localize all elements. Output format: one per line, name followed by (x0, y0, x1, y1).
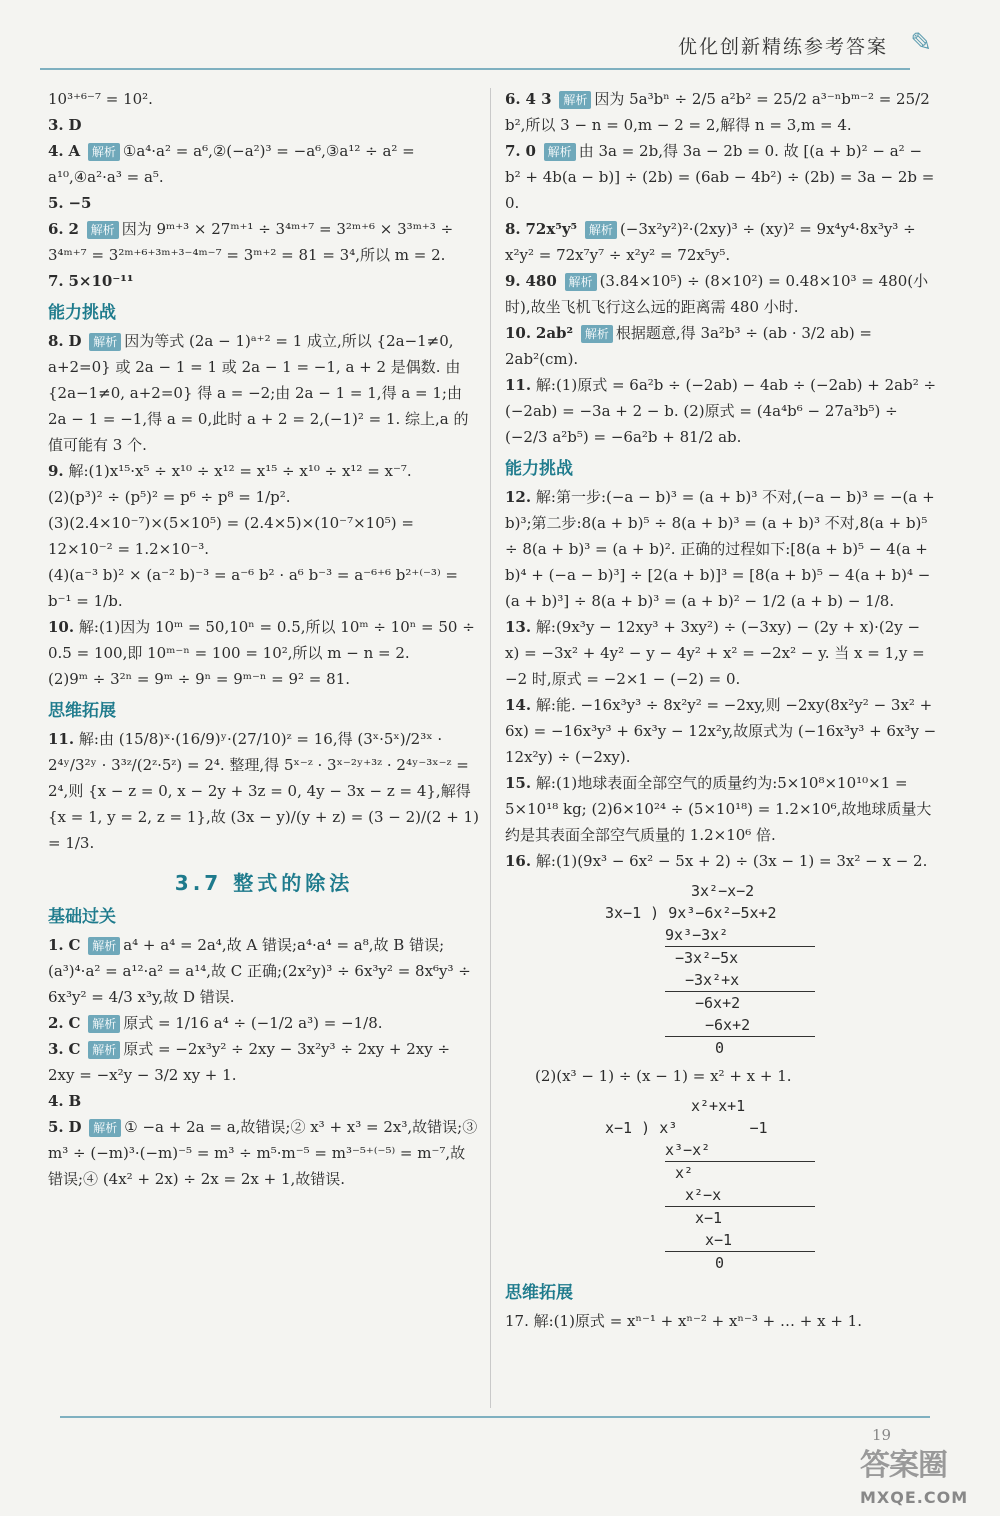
item-text: 解:(1)x¹⁵·x⁵ ÷ x¹⁰ ÷ x¹² = x¹⁵ ÷ x¹⁰ ÷ x¹² = x⁻⁷. (68, 462, 412, 480)
section-thinking-extension: 思维拓展 (48, 701, 116, 721)
answer-item (48, 138, 480, 190)
left-items-bottom (48, 932, 480, 1192)
item-text: 10³⁺⁶⁻⁷ = 10². (48, 90, 153, 108)
analysis-tag: 解析 (565, 273, 597, 291)
answer-item (48, 1036, 480, 1088)
answer-item (48, 614, 480, 666)
left-column (48, 86, 480, 1192)
item-answer: C (68, 936, 81, 954)
footer-rule (60, 1416, 930, 1418)
item-text: 因为等式 (2a − 1)ᵃ⁺² = 1 成立,所以 {2a−1≠0, a+2=0} 或 2a − 1 = 1 或 2a − 1 = −1, a + 2 是偶数. 由 {2a−1≠0, a+2=0} 得 a = −2;由 2a − 1 = 1,得 a = 1;由 2a − 1 = −1,得 a = 0,此时 a + 2 = 2,(−1)² = 1. 综上,a 的值可能有 3 个. (48, 332, 469, 454)
division-step: −6x+2 (705, 1016, 751, 1034)
analysis-tag: 解析 (89, 1119, 121, 1137)
item-text: 解:第一步:(−a − b)³ = (a + b)³ 不对,(−a − b)³ = −(a + b)³;第二步:8(a + b)⁵ ÷ 8(a + b)³ = (a + b)³ 不对,8(a + b)⁵ ÷ 8(a + b)³ = (a + b)². 正确的过程如下:[8(a + b)⁵ − 4(a + b)⁴ + (−a − b)³] ÷ [2(a + b)]³ = [8(a + b)⁵ − 4(a + b)⁴ − (a + b)³] ÷ 8(a + b)³ = (a + b)² − 1/2 (a + b) − 1/8. (505, 488, 935, 610)
answer-item (505, 320, 937, 372)
item-number: 9. (505, 272, 521, 290)
division-divisor: x−1 (605, 1119, 633, 1137)
analysis-tag: 解析 (544, 143, 576, 161)
answer-item (48, 86, 480, 112)
item-text: 解:(1)(9x³ − 6x² − 5x + 2) ÷ (3x − 1) = 3x² − x − 2. (535, 852, 928, 870)
item-answer: 4 3 (525, 90, 552, 108)
item-number: 13. (505, 618, 532, 636)
item-answer: A (68, 142, 81, 160)
section-ability-challenge: 能力挑战 (48, 303, 116, 323)
analysis-tag: 解析 (88, 1041, 120, 1059)
item-number: 8. (48, 332, 64, 350)
item-text: ① −a + 2a = a,故错误;② x³ + x³ = 2x³,故错误;③ m³ ÷ (−m)³·(−m)⁻⁵ = m³ ÷ m⁵·m⁻⁵ = m³⁻⁵⁺⁽⁻⁵⁾ = m⁻⁷,故错误;④ (4x² + 2x) ÷ 2x = 2x + 1,故错误. (48, 1118, 478, 1188)
division-divisor: 3x−1 (605, 904, 642, 922)
answer-item (48, 562, 480, 614)
page-header (40, 26, 932, 70)
section-thinking-extension-right: 思维拓展 (505, 1283, 573, 1303)
item-answer: D (68, 1118, 82, 1136)
item-number: 7. (48, 272, 64, 290)
answer-item (48, 458, 480, 484)
item-text: 解:(9x³y − 12xy³ + 3xy²) ÷ (−3xy) − (2y + x)·(2y − x) = −3x² + 4y² − y − 4y² + x² = −2x² − y. 当 x = 1,y = −2 时,原式 = −2×1 − (−2) = 0. (505, 618, 925, 688)
item-answer: 0 (525, 142, 536, 160)
division-quotient: 3x²−x−2 (691, 882, 755, 900)
item-number: 6. (48, 220, 64, 238)
item-text: 原式 = 1/16 a⁴ ÷ (−1/2 a³) = −1/8. (123, 1014, 383, 1032)
division-step: x³−x² (665, 1141, 711, 1159)
answer-item (505, 216, 937, 268)
section-ability-challenge-right: 能力挑战 (505, 459, 573, 479)
long-division-2 (605, 1095, 865, 1274)
item-text: 根据题意,得 3a²b³ ÷ (ab · 3/2 ab) = 2ab²(cm). (505, 324, 873, 368)
page-number: 19 (872, 1426, 892, 1444)
answer-item (505, 372, 937, 450)
division-step: x−1 (705, 1231, 733, 1249)
item-text: 解:能. −16x³y³ ÷ 8x²y² = −2xy,则 −2xy(8x²y² − 3x² + 6x) = −16x³y³ + 6x³y − 12x²y,故原式为 (−16x³y³ + 6x³y − 12x²y) ÷ (−2xy). (505, 696, 937, 766)
answer-item (48, 484, 480, 510)
division-dividend: x³ −1 (659, 1119, 768, 1137)
answer-item (48, 328, 480, 458)
right-items-top (505, 86, 937, 450)
division-step: −3x²+x (685, 971, 740, 989)
division-header: x−1 ) x³ −1 (605, 1119, 768, 1137)
answer-item (48, 666, 480, 692)
left-items-ext (48, 726, 480, 856)
analysis-tag: 解析 (581, 325, 613, 343)
analysis-tag: 解析 (559, 91, 591, 109)
item-text: 解:(1)因为 10ᵐ = 50,10ⁿ = 0.5,所以 10ᵐ ÷ 10ⁿ = 50 ÷ 0.5 = 100,即 10ᵐ⁻ⁿ = 100 = 10²,所以 m − n = 2. (48, 618, 475, 662)
answer-item (505, 692, 937, 770)
item-answer: 5×10⁻¹¹ (68, 272, 134, 290)
division-step: x² (675, 1164, 694, 1182)
item-text: 原式 = −2x³y² ÷ 2xy − 3x²y³ ÷ 2xy + 2xy ÷ 2xy = −x²y − 3/2 xy + 1. (48, 1040, 451, 1084)
item-answer: B (68, 1092, 82, 1110)
answer-item (48, 112, 480, 138)
division-dividend: 9x³−6x²−5x+2 (668, 904, 777, 922)
item-text: ①a⁴·a² = a⁶,②(−a²)³ = −a⁶,③a¹² ÷ a² = a¹⁰,④a²·a³ = a⁵. (48, 142, 415, 186)
item-text: (2)(p³)² ÷ (p⁵)² = p⁶ ÷ p⁸ = 1/p². (48, 488, 291, 506)
division-steps (605, 1139, 865, 1274)
item-number: 12. (505, 488, 532, 506)
item-number: 14. (505, 696, 532, 714)
watermark-logo (860, 1440, 980, 1507)
item-number: 16. (505, 852, 532, 870)
header-title: 优化创新精练参考答案 (677, 36, 888, 58)
answer-item (505, 268, 937, 320)
item-number: 1. (48, 936, 64, 954)
item-answer: C (68, 1014, 81, 1032)
item-text: (3.84×10⁵) ÷ (8×10²) = 0.48×10³ = 480(小时),故坐飞机飞行这么远的距离需 480 小时. (505, 272, 929, 316)
item-answer: 2 (68, 220, 79, 238)
item-text: a⁴ + a⁴ = 2a⁴,故 A 错误;a⁴·a⁴ = a⁸,故 B 错误;(a³)⁴·a² = a¹²·a² = a¹⁴,故 C 正确;(2x²y)³ ÷ 6x³y² = 8x⁶y³ ÷ 6x³y² = 4/3 x³y,故 D 错误. (48, 936, 471, 1006)
logo-text: 答案圈 (860, 1448, 947, 1483)
division-step: −3x²−5x (675, 949, 739, 967)
item-number: 4. (48, 1092, 64, 1110)
item-text: 因为 9ᵐ⁺³ × 27ᵐ⁺¹ ÷ 3⁴ᵐ⁺⁷ = 3²ᵐ⁺⁶ × 3³ᵐ⁺³ ÷ 3⁴ᵐ⁺⁷ = 3²ᵐ⁺⁶⁺³ᵐ⁺³⁻⁴ᵐ⁻⁷ = 3ᵐ⁺² = 81 = 3⁴,所以 m = 2. (48, 220, 454, 264)
left-items-mid (48, 328, 480, 692)
item-number: 3. (48, 1040, 64, 1058)
item-number: 5. (48, 194, 64, 212)
item-number: 7. (505, 142, 521, 160)
column-divider (490, 88, 491, 1408)
left-items-top (48, 86, 480, 294)
answer-item (505, 484, 937, 614)
answer-item (48, 726, 480, 856)
item-text: 解:(1)地球表面全部空气的质量约为:5×10⁸×10¹⁰×1 = 5×10¹⁸ kg; (2)6×10²⁴ ÷ (5×10¹⁸) = 1.2×10⁶,故地球质量大约是其表面全部空气质量的 1.2×10⁶ 倍. (505, 774, 932, 844)
item-text: 解:由 (15/8)ˣ·(16/9)ʸ·(27/10)ᶻ = 16,得 (3ˣ·5ˣ)/2³ˣ · 2⁴ʸ/3²ʸ · 3³ᶻ/(2ᶻ·5ᶻ) = 2⁴. 整理,得 5ˣ⁻ᶻ · 3ˣ⁻²ʸ⁺³ᶻ · 2⁴ʸ⁻³ˣ⁻ᶻ = 2⁴,则 {x − z = 0, x − 2y + 3z = 0, 4y − 3x − z = 4},解得 {x = 1, y = 2, z = 1},故 (3x − y)/(y + z) = (3 − 2)/(2 + 1) = 1/3. (48, 730, 479, 852)
item-number: 3. (48, 116, 64, 134)
item-answer: C (68, 1040, 81, 1058)
division-quotient: x²+x+1 (691, 1097, 746, 1115)
analysis-tag: 解析 (89, 333, 121, 351)
answer-item (48, 268, 480, 294)
item-number: 8. (505, 220, 521, 238)
item-answer: 480 (525, 272, 557, 290)
item-text: 因为 5a³bⁿ ÷ 2/5 a²b² = 25/2 a³⁻ⁿbᵐ⁻² = 25/2 b²,所以 3 − n = 0,m − 2 = 2,解得 n = 3,m = 4. (505, 90, 930, 134)
division-step: x−1 (695, 1209, 723, 1227)
item-number: 5. (48, 1118, 64, 1136)
analysis-tag: 解析 (88, 1015, 120, 1033)
long-division-1 (605, 880, 865, 1059)
item-17: 17. 解:(1)原式 = xⁿ⁻¹ + xⁿ⁻² + xⁿ⁻³ + … + x + 1. (505, 1312, 862, 1330)
answer-item (48, 216, 480, 268)
division-steps (605, 924, 865, 1059)
item-number: 6. (505, 90, 521, 108)
division-header: 3x−1 ) 9x³−6x²−5x+2 (605, 904, 777, 922)
analysis-tag: 解析 (88, 143, 120, 161)
item-text: (−3x²y²)²·(2xy)³ ÷ (xy)² = 9x⁴y⁴·8x³y³ ÷ x²y² = 72x⁷y⁷ ÷ x²y² = 72x⁵y⁵. (505, 220, 916, 264)
item-answer: 2ab² (535, 324, 574, 342)
chapter-title: 3.7 整式的除法 (174, 871, 354, 895)
item-answer: 72x⁵y⁵ (525, 220, 578, 238)
item-number: 10. (48, 618, 75, 636)
item-number: 11. (48, 730, 75, 748)
item-text: (4)(a⁻³ b)² × (a⁻² b)⁻³ = a⁻⁶ b² · a⁶ b⁻³ = a⁻⁶⁺⁶ b²⁺⁽⁻³⁾ = b⁻¹ = 1/b. (48, 566, 458, 610)
logo-url: MXQE.COM (860, 1488, 969, 1507)
item-number: 9. (48, 462, 64, 480)
section-basic: 基础过关 (48, 907, 116, 927)
answer-item (48, 932, 480, 1010)
item-text: (3)(2.4×10⁻⁷)×(5×10⁵) = (2.4×5)×(10⁻⁷×10⁵) = 12×10⁻² = 1.2×10⁻³. (48, 514, 414, 558)
item-text: 由 3a = 2b,得 3a − 2b = 0. 故 [(a + b)² − a² − b² + 4b(a − b)] ÷ (2b) = (6ab − 4b²) ÷ (2b) = 3a − 2b = 0. (505, 142, 935, 212)
answer-item (48, 510, 480, 562)
answer-item (505, 138, 937, 216)
division-step: 9x³−3x² (665, 926, 729, 944)
answer-item (505, 848, 937, 874)
right-items-mid (505, 484, 937, 874)
division-step: 0 (715, 1039, 725, 1057)
analysis-tag: 解析 (88, 937, 120, 955)
analysis-tag: 解析 (87, 221, 119, 239)
division-step: 0 (715, 1254, 725, 1272)
item-number: 4. (48, 142, 64, 160)
answer-item (48, 1010, 480, 1036)
item-answer: D (68, 332, 82, 350)
item-answer: D (68, 116, 82, 134)
item-text: 解:(1)原式 = 6a²b ÷ (−2ab) − 4ab ÷ (−2ab) + 2ab² ÷ (−2ab) = −3a + 2 − b. (2)原式 = (4a⁴b⁶ − 27a³b⁵) ÷ (−2/3 a²b⁵) = −6a²b + 81/2 ab. (505, 376, 937, 446)
division-step: x²−x (685, 1186, 722, 1204)
division-step: −6x+2 (695, 994, 741, 1012)
item-number: 11. (505, 376, 532, 394)
answer-item (48, 190, 480, 216)
answer-item (48, 1114, 480, 1192)
answer-item (505, 770, 937, 848)
item-16-part2: (2)(x³ − 1) ÷ (x − 1) = x² + x + 1. (535, 1067, 792, 1085)
item-number: 10. (505, 324, 532, 342)
item-number: 15. (505, 774, 532, 792)
item-number: 2. (48, 1014, 64, 1032)
answer-item (505, 614, 937, 692)
answer-item (48, 1088, 480, 1114)
pen-icon: ✎ (910, 28, 932, 58)
item-text: (2)9ᵐ ÷ 3²ⁿ = 9ᵐ ÷ 9ⁿ = 9ᵐ⁻ⁿ = 9² = 81. (48, 670, 350, 688)
item-answer: −5 (68, 194, 92, 212)
analysis-tag: 解析 (585, 221, 617, 239)
answer-item (505, 86, 937, 138)
right-column (505, 86, 937, 1334)
